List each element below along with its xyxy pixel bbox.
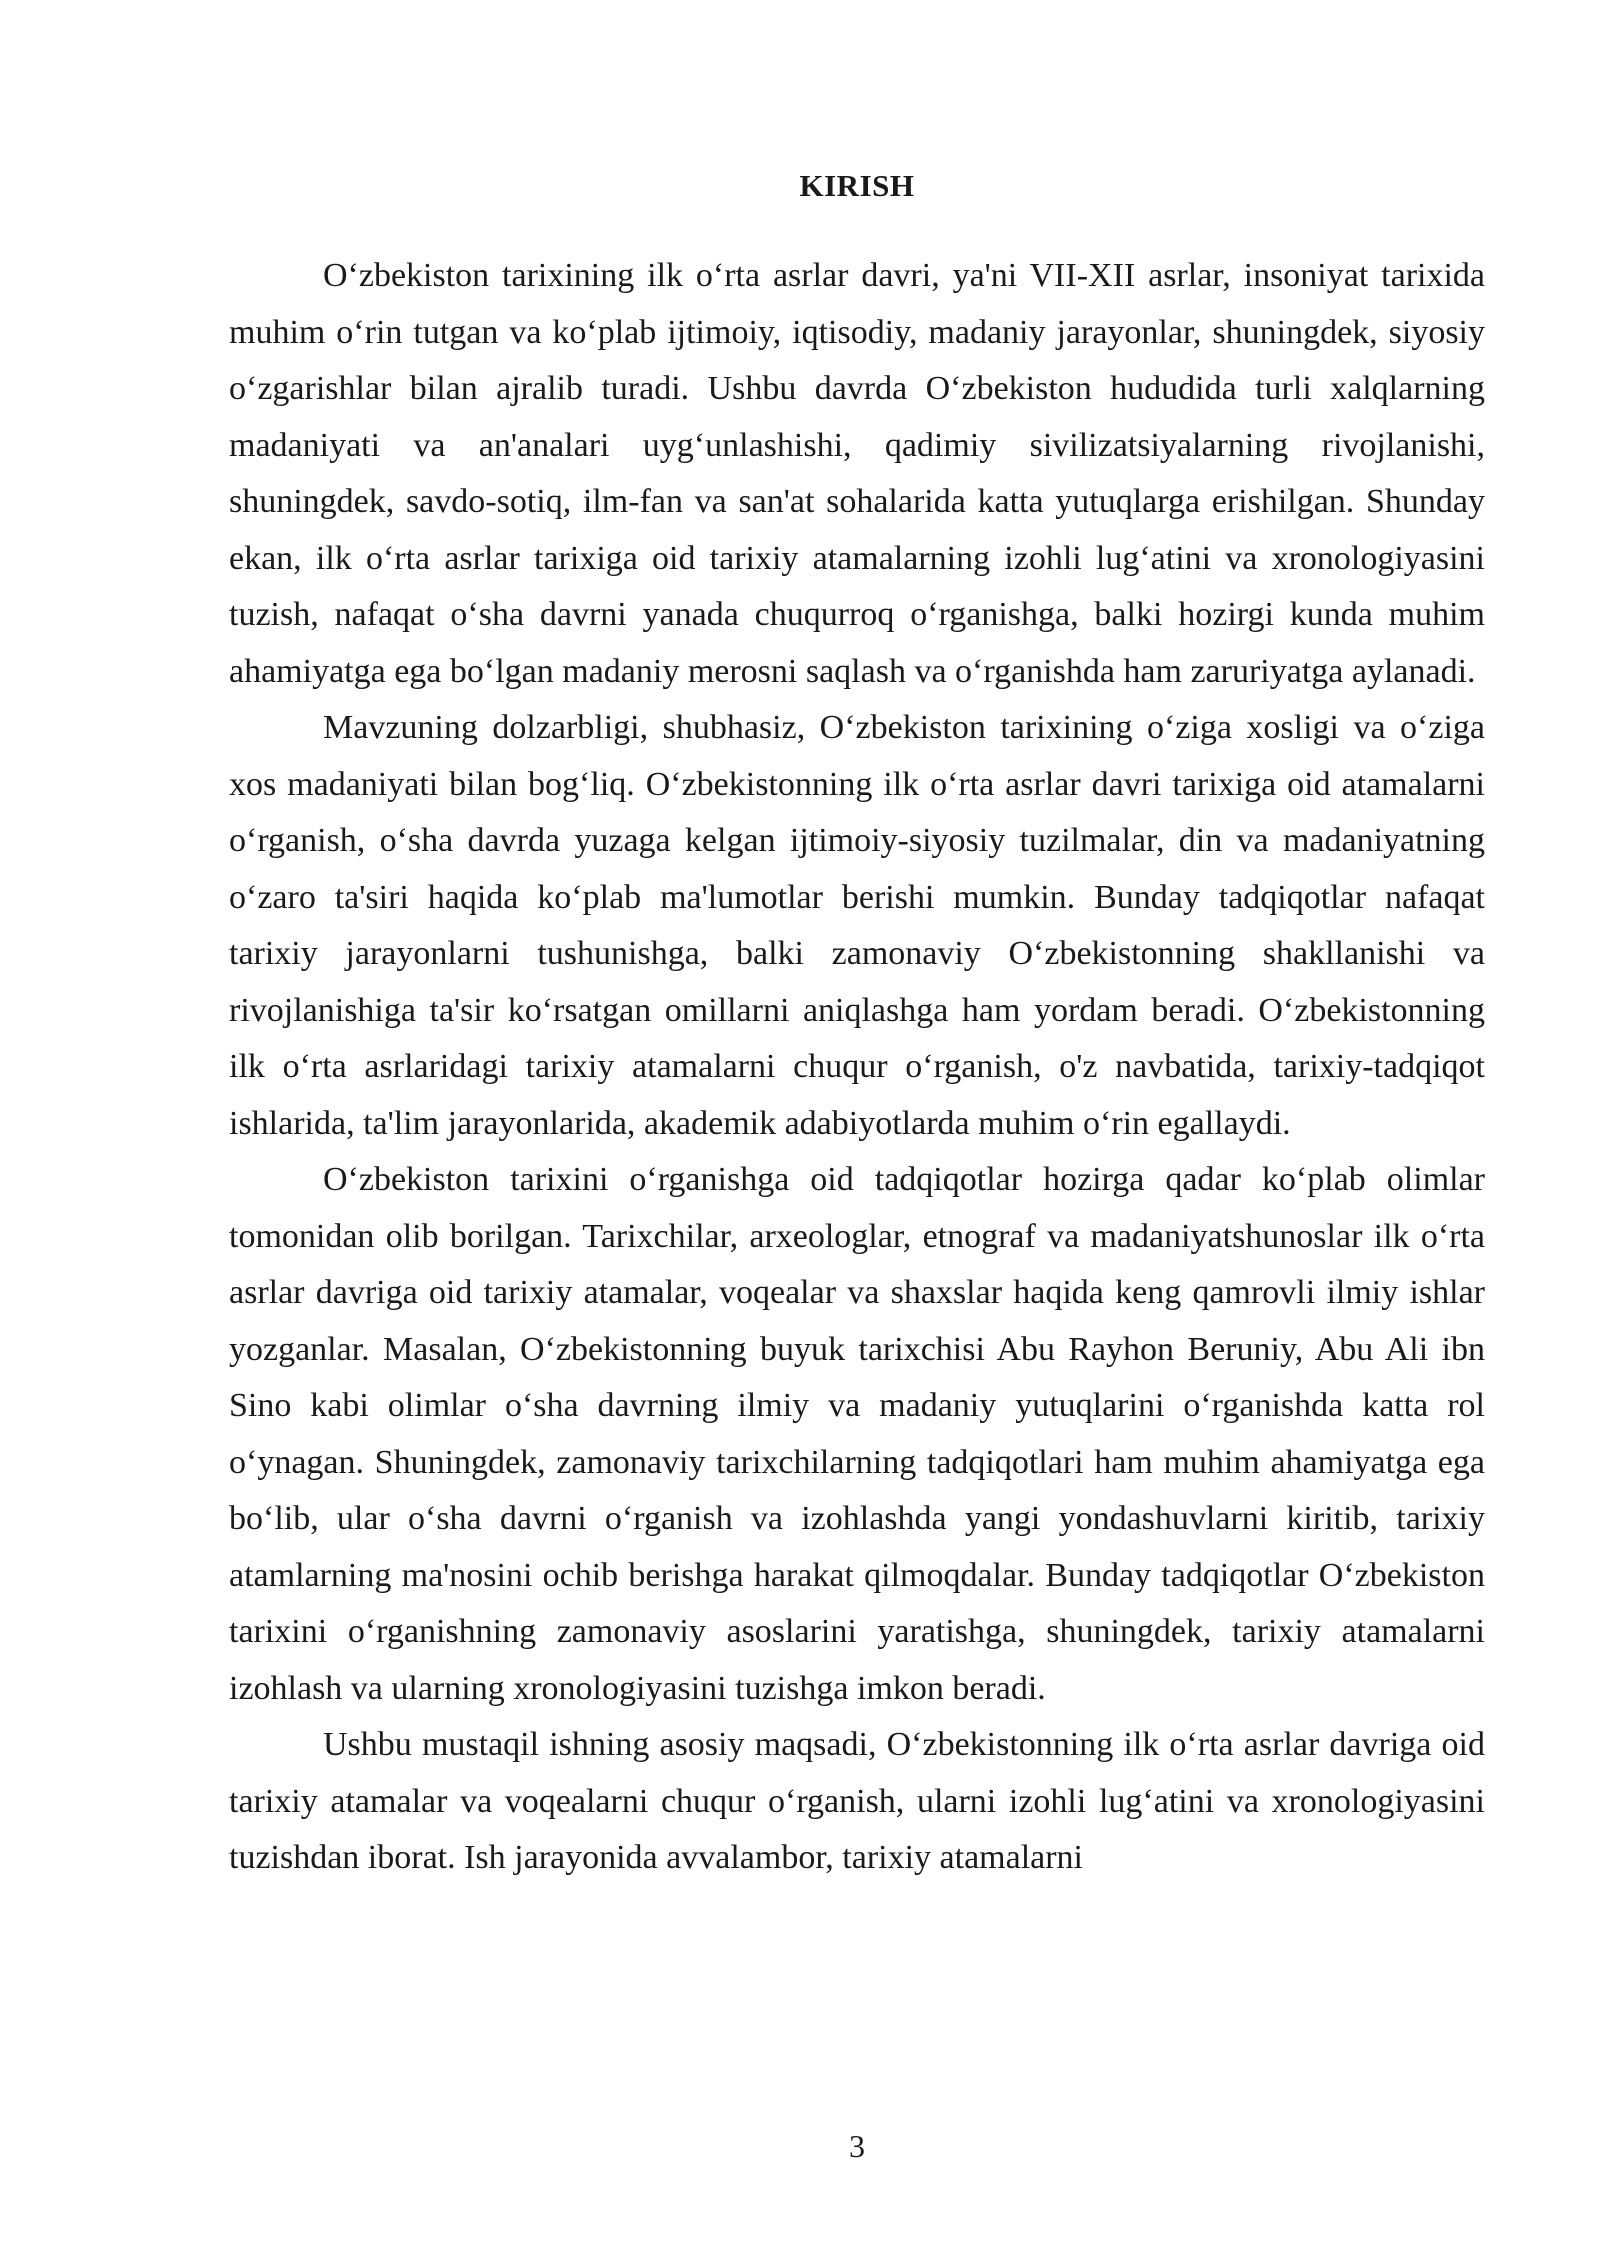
document-page — [229, 0, 1485, 2262]
paragraph-relevance: Mavzuning dolzarbligi, shubhasiz, O‘zbekiston tarixining o‘ziga xosligi va o‘ziga xos madaniyati bilan bog‘liq. O‘zbekistonning ilk o‘rta asrlar davri tarixiga oid atamalarni o‘rganish, o‘sha davrda yuzaga kelgan ijtimoiy-siyosiy tuzilmalar, din va madaniyatning o‘zaro ta'siri haqida ko‘plab ma'lumotlar berishi mumkin. Bunday tadqiqotlar nafaqat tarixiy jarayonlarni tushunishga, balki zamonaviy O‘zbekistonning shakllanishi va rivojlanishiga ta'sir ko‘rsatgan omillarni aniqlashga ham yordam beradi. O‘zbekistonning ilk o‘rta asrlaridagi tarixiy atamalarni chuqur o‘rganish, o'z navbatida, tarixiy-tadqiqot ishlarida, ta'lim jarayonlarida, akademik adabiyotlarda muhim o‘rin egallaydi. — [229, 709, 1485, 1142]
body-text — [229, 248, 1485, 1887]
paragraph-research: O‘zbekiston tarixini o‘rganishga oid tadqiqotlar hozirga qadar ko‘plab olimlar tomonidan olib borilgan. Tarixchilar, arxeologlar, etnograf va madaniyatshunoslar ilk o‘rta asrlar davriga oid tarixiy atamalar, voqealar va shaxslar haqida keng qamrovli ilmiy ishlar yozganlar. Masalan, O‘zbekistonning buyuk tarixchisi Abu Rayhon Beruniy, Abu Ali ibn Sino kabi olimlar o‘sha davrning ilmiy va madaniy yutuqlarini o‘rganishda katta rol o‘ynagan. Shuningdek, zamonaviy tarixchilarning tadqiqotlari ham muhim ahamiyatga ega bo‘lib, ular o‘sha davrni o‘rganish va izohlashda yangi yondashuvlarni kiritib, tarixiy atamlarning ma'nosini ochib berishga harakat qilmoqdalar. Bunday tadqiqotlar O‘zbekiston tarixini o‘rganishning zamonaviy asoslarini yaratishga, shuningdek, tarixiy atamalarni izohlash va ularning xronologiyasini tuzishga imkon beradi. — [229, 1161, 1485, 1707]
section-title: KIRISH — [799, 168, 915, 203]
paragraph-goal: Ushbu mustaqil ishning asosiy maqsadi, O‘zbekistonning ilk o‘rta asrlar davriga oid tarixiy atamalar va voqealarni chuqur o‘rganish, ularni izohli lug‘atini va xronologiyasini tuzishdan iborat. Ish jarayonida avvalambor, tarixiy atamalarni — [229, 1726, 1485, 1876]
page-number: 3 — [849, 2128, 865, 2164]
paragraph-intro: O‘zbekiston tarixining ilk o‘rta asrlar davri, ya'ni VII-XII asrlar, insoniyat tarixida muhim o‘rin tutgan va ko‘plab ijtimoiy, iqtisodiy, madaniy jarayonlar, shuningdek, siyosiy o‘zgarishlar bilan ajralib turadi. Ushbu davrda O‘zbekiston hududida turli xalqlarning madaniyati va an'analari uyg‘unlashishi, qadimiy sivilizatsiyalarning rivojlanishi, shuningdek, savdo-sotiq, ilm-fan va san'at sohalarida katta yutuqlarga erishilgan. Shunday ekan, ilk o‘rta asrlar tarixiga oid tarixiy atamalarning izohli lug‘atini va xronologiyasini tuzish, nafaqat o‘sha davrni yanada chuqurroq o‘rganishga, balki hozirgi kunda muhim ahamiyatga ega bo‘lgan madaniy merosni saqlash va o‘rganishda ham zaruriyatga aylanadi. — [229, 257, 1485, 690]
